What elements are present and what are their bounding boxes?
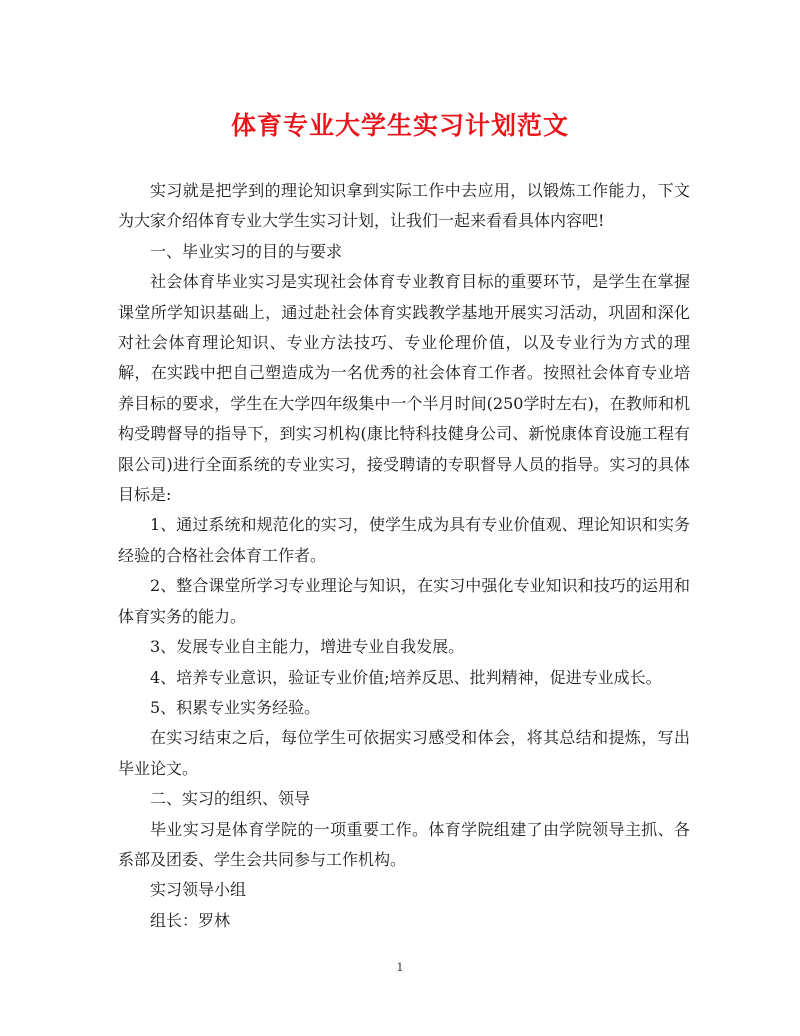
body-paragraph: 毕业实习是体育学院的一项重要工作。体育学院组建了由学院领导主抓、各系部及团委、学生会共同参与工作机构。 [118,819,690,869]
body-paragraph: 社会体育毕业实习是实现社会体育专业教育目标的重要环节，是学生在掌握课堂所学知识基础上，通过赴社会体育实践教学基地开展实习活动，巩固和深化对社会体育理论知识、专业方法技巧、专业伦理价值，以及专业行为方式的理解，在实践中把自己塑造成为一名优秀的社会体育工作者。按照社会体育专业培养目标的要求，学生在大学四年级集中一个半月时间(250学时左右)，在教师和机构受聘督导的指导下，到实习机构(康比特科技健身公司、新悦康体育设施工程有限公司)进行全面系统的专业实习，接受聘请的专职督导人员的指导。实习的具体目标是: [118,272,690,505]
list-item-1: 1、通过系统和规范化的实习，使学生成为具有专业价值观、理论知识和实务经验的合格社会体育工作者。 [118,515,690,565]
page-number: 1 [396,961,404,974]
section-heading-2: 二、实习的组织、领导 [150,789,311,809]
body-paragraph: 组长：罗林 [150,910,231,930]
subheading: 实习领导小组 [150,880,247,900]
list-item-5: 5、积累专业实务经验。 [150,697,321,717]
list-item-4: 4、培养专业意识，验证专业价值;培养反思、批判精神，促进专业成长。 [150,667,662,687]
section-heading-1: 一、毕业实习的目的与要求 [150,241,343,261]
list-item-2: 2、整合课堂所学习专业理论与知识，在实习中强化专业知识和技巧的运用和体育实务的能力。 [118,576,690,626]
document-body [118,176,690,936]
intro-paragraph: 实习就是把学到的理论知识拿到实际工作中去应用，以锻炼工作能力，下文为大家介绍体育专业大学生实习计划，让我们一起来看看具体内容吧! [118,181,690,231]
body-paragraph: 在实习结束之后，每位学生可依据实习感受和体会，将其总结和提炼，写出毕业论文。 [118,728,690,778]
list-item-3: 3、发展专业自主能力，增进专业自我发展。 [150,637,465,657]
document-title: 体育专业大学生实习计划范文 [230,111,569,140]
